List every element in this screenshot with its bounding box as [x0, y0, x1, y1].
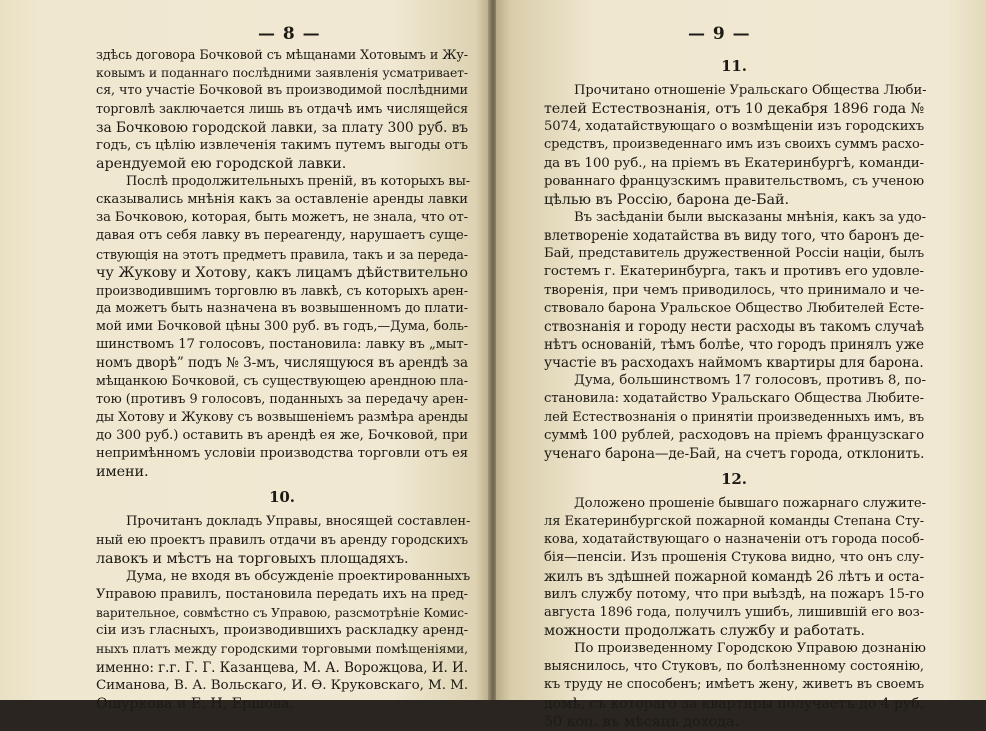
- text-line: Дума, большинствомъ 17 голосовъ, противъ 8, по-: [574, 373, 926, 389]
- text-line: Доложено прошеніе бывшаго пожарнаго служите-: [574, 495, 926, 511]
- text-line: По произведенному Городскою Управою дознанію: [574, 641, 926, 657]
- text-line: Симанова, В. А. Вольскаго, И. Ѳ. Круковскаго, М. М.: [96, 677, 468, 693]
- text-line: ковымъ и поданнаго послѣдними заявленія усматривает-: [96, 66, 468, 81]
- text-line: чу Жукову и Хотову, какъ лицамъ дѣйствительно: [96, 264, 468, 281]
- text-line: арендуемой ею городской лавки.: [96, 155, 347, 172]
- text-line: непримѣнномъ условіи производства торговли отъ ея: [96, 446, 468, 462]
- text-line: да въ 100 руб., на пріемъ въ Екатеринбургѣ, команди-: [544, 155, 924, 171]
- left-page: [0, 0, 490, 712]
- section-12-heading: 12.: [721, 469, 747, 488]
- text-line: влетвореніе ходатайства въ виду того, что баронъ де-: [544, 228, 924, 245]
- text-line: Прочитано отношеніе Уральскаго Общества Люби-: [574, 83, 927, 98]
- text-line: гостемъ г. Екатеринбурга, такъ и противъ его удовле-: [544, 264, 924, 280]
- right-paragraphs-11: [544, 82, 927, 463]
- text-line: ученаго барона—де-Бай, на счетъ города, отклонить.: [544, 445, 925, 462]
- text-line: Управою правилъ, постановила передать ихъ на пред-: [96, 586, 468, 602]
- text-line: шинствомъ 17 голосовъ, постановила: лавку въ „мыт-: [96, 337, 468, 353]
- text-line: становила: ходатайство Уральскаго Общества Любите-: [544, 391, 924, 407]
- text-line: ный ею проектъ правилъ отдачи въ аренду городскихъ: [96, 532, 468, 548]
- text-line: мѣщанкою Бочковой, съ существующею арендною пла-: [96, 373, 468, 389]
- section-11-heading: 11.: [721, 57, 747, 75]
- text-line: Бай, представитель дружественной Россіи націи, былъ: [544, 246, 924, 262]
- text-line: выяснилось, что Стуковъ, по болѣзненному состоянію,: [544, 659, 924, 675]
- text-line: средствъ, произведеннаго имъ изъ своихъ суммъ расхо-: [544, 137, 924, 153]
- right-paragraphs-12: [544, 495, 924, 731]
- text-line: ля Екатеринбургской пожарной команды Степана Сту-: [544, 514, 924, 530]
- left-paragraphs-9: [96, 46, 471, 481]
- text-line: мой ими Бочковой цѣны 300 руб. въ годъ,—Дума, боль-: [96, 319, 468, 335]
- text-line: домѣ, съ которагo за квартиры получаетъ до 4 руб.: [544, 695, 924, 712]
- text-line: номъ дворѣ” подъ № 3-мъ, числящуюся въ арендѣ за: [96, 355, 468, 372]
- text-line: телей Естествознанія, отъ 10 декабря 1896 года №: [544, 101, 924, 118]
- text-line: да можетъ быть назначена въ возвышенномъ до плати-: [96, 300, 468, 316]
- text-line: за Бочковою, которая, быть можетъ, не знала, что от-: [96, 210, 468, 226]
- page-number-right: — 9 —: [688, 24, 751, 44]
- text-line: сіи изъ гласныхъ, производившихъ раскладку аренд-: [96, 623, 468, 639]
- text-line: 5074, ходатайствующаго о возмѣщеніи изъ городскихъ: [544, 119, 924, 135]
- right-page-text: [544, 50, 927, 731]
- text-line: лей Естествознанія о принятіи произведенныхъ имъ, въ: [544, 409, 924, 425]
- section-10-heading: 10.: [269, 488, 295, 507]
- text-line: торговлѣ заключается лишь въ отдачѣ имъ числящейся: [96, 101, 468, 117]
- right-page: [496, 0, 986, 730]
- text-line: бія—пенсіи. Изъ прошенія Стукова видно, что онъ слу-: [544, 550, 924, 566]
- text-line: августа 1896 года, получилъ ушибъ, лишившій его воз-: [544, 604, 924, 620]
- text-line: цѣлью въ Россію, барона де-Бай.: [544, 191, 789, 208]
- text-line: ныхъ платъ между городскими торговыми помѣщеніями,: [96, 641, 468, 657]
- text-line: вилъ службу потому, что при выѣздѣ, на пожаръ 15-го: [544, 586, 924, 602]
- text-line: ствознанія и городу нести расходы въ такомъ случаѣ: [544, 318, 924, 335]
- text-line: годъ, съ цѣлію извлеченія такимъ путемъ выгоды отъ: [96, 137, 468, 153]
- text-line: Послѣ продолжительныхъ преній, въ которыхъ вы-: [126, 173, 471, 189]
- text-line: Дума, не входя въ обсужденіе проектированныхъ: [126, 568, 471, 584]
- text-line: суммѣ 100 рублей, расходовъ на пріемъ французскаго: [544, 427, 924, 443]
- text-line: ся, что участіе Бочковой въ производимой послѣдними: [96, 83, 468, 99]
- text-line: рованнаго французскимъ правительствомъ, съ ученою: [544, 173, 924, 189]
- text-line: тою (противъ 9 голосовъ, поданныхъ за передачу арен-: [96, 391, 468, 407]
- text-line: ствующія на этотъ предметъ правила, такъ и за переда-: [96, 246, 468, 262]
- text-line: за Бочковою городской лавки, за плату 300 руб. въ: [96, 119, 468, 136]
- text-line: творенія, при чемъ приводилось, что принимало и че-: [544, 282, 924, 298]
- text-line: давая отъ себя лавку въ перearенду, нарушаетъ суще-: [96, 228, 468, 244]
- page-number-left: — 8 —: [258, 24, 321, 44]
- text-line: нѣтъ основаній, тѣмъ болѣе, что городъ принялъ уже: [544, 336, 924, 353]
- text-line: Прочитанъ докладъ Управы, вносящей составлен-: [126, 514, 471, 530]
- left-paragraphs-10: [96, 513, 471, 713]
- text-line: Въ засѣданіи были высказаны мнѣнія, какъ за удо-: [574, 209, 926, 225]
- text-line: имени.: [96, 464, 149, 481]
- text-line: варительное, совмѣстно съ Управою, разсмотрѣніе Комис-: [96, 606, 468, 621]
- text-line: 50 коп. въ мѣсяцъ дохода.: [544, 713, 739, 730]
- text-line: здѣсь договора Бочковой съ мѣщанами Хотовымъ и Жу-: [96, 47, 468, 62]
- text-line: производившимъ торговлю въ лавкѣ, съ которыхъ арен-: [96, 282, 468, 298]
- text-line: до 300 руб.) оставить въ арендѣ ея же, Бочковой, при: [96, 427, 468, 443]
- text-line: сказывались мнѣнія какъ за оставленіе аренды лавки: [96, 192, 468, 208]
- text-line: ствовало барона Уральское Общество Любителей Есте-: [544, 300, 924, 316]
- text-line: именно: г.г. Г. Г. Казанцева, М. А. Ворожцова, И. И.: [96, 659, 468, 676]
- text-line: лавокъ и мѣстъ на торговыхъ площадяхъ.: [96, 550, 409, 567]
- text-line: участіе въ расходахъ наймомъ квартиры для барона.: [544, 355, 924, 372]
- text-line: кова, ходатайствующаго о назначеніи отъ города пособ-: [544, 532, 924, 548]
- left-page-text: [96, 46, 471, 713]
- text-line: Ошуркова и Е. Н, Ершова.: [96, 695, 294, 712]
- text-line: ды Хотову и Жукову съ возвышеніемъ размѣра аренды: [96, 409, 468, 425]
- text-line: къ труду не способенъ; имѣетъ жену, живетъ въ своемъ: [544, 677, 924, 693]
- text-line: жилъ въ здѣшней пожарной командѣ 26 лѣтъ и оста-: [544, 568, 924, 585]
- text-line: можности продолжать службу и работать.: [544, 622, 865, 639]
